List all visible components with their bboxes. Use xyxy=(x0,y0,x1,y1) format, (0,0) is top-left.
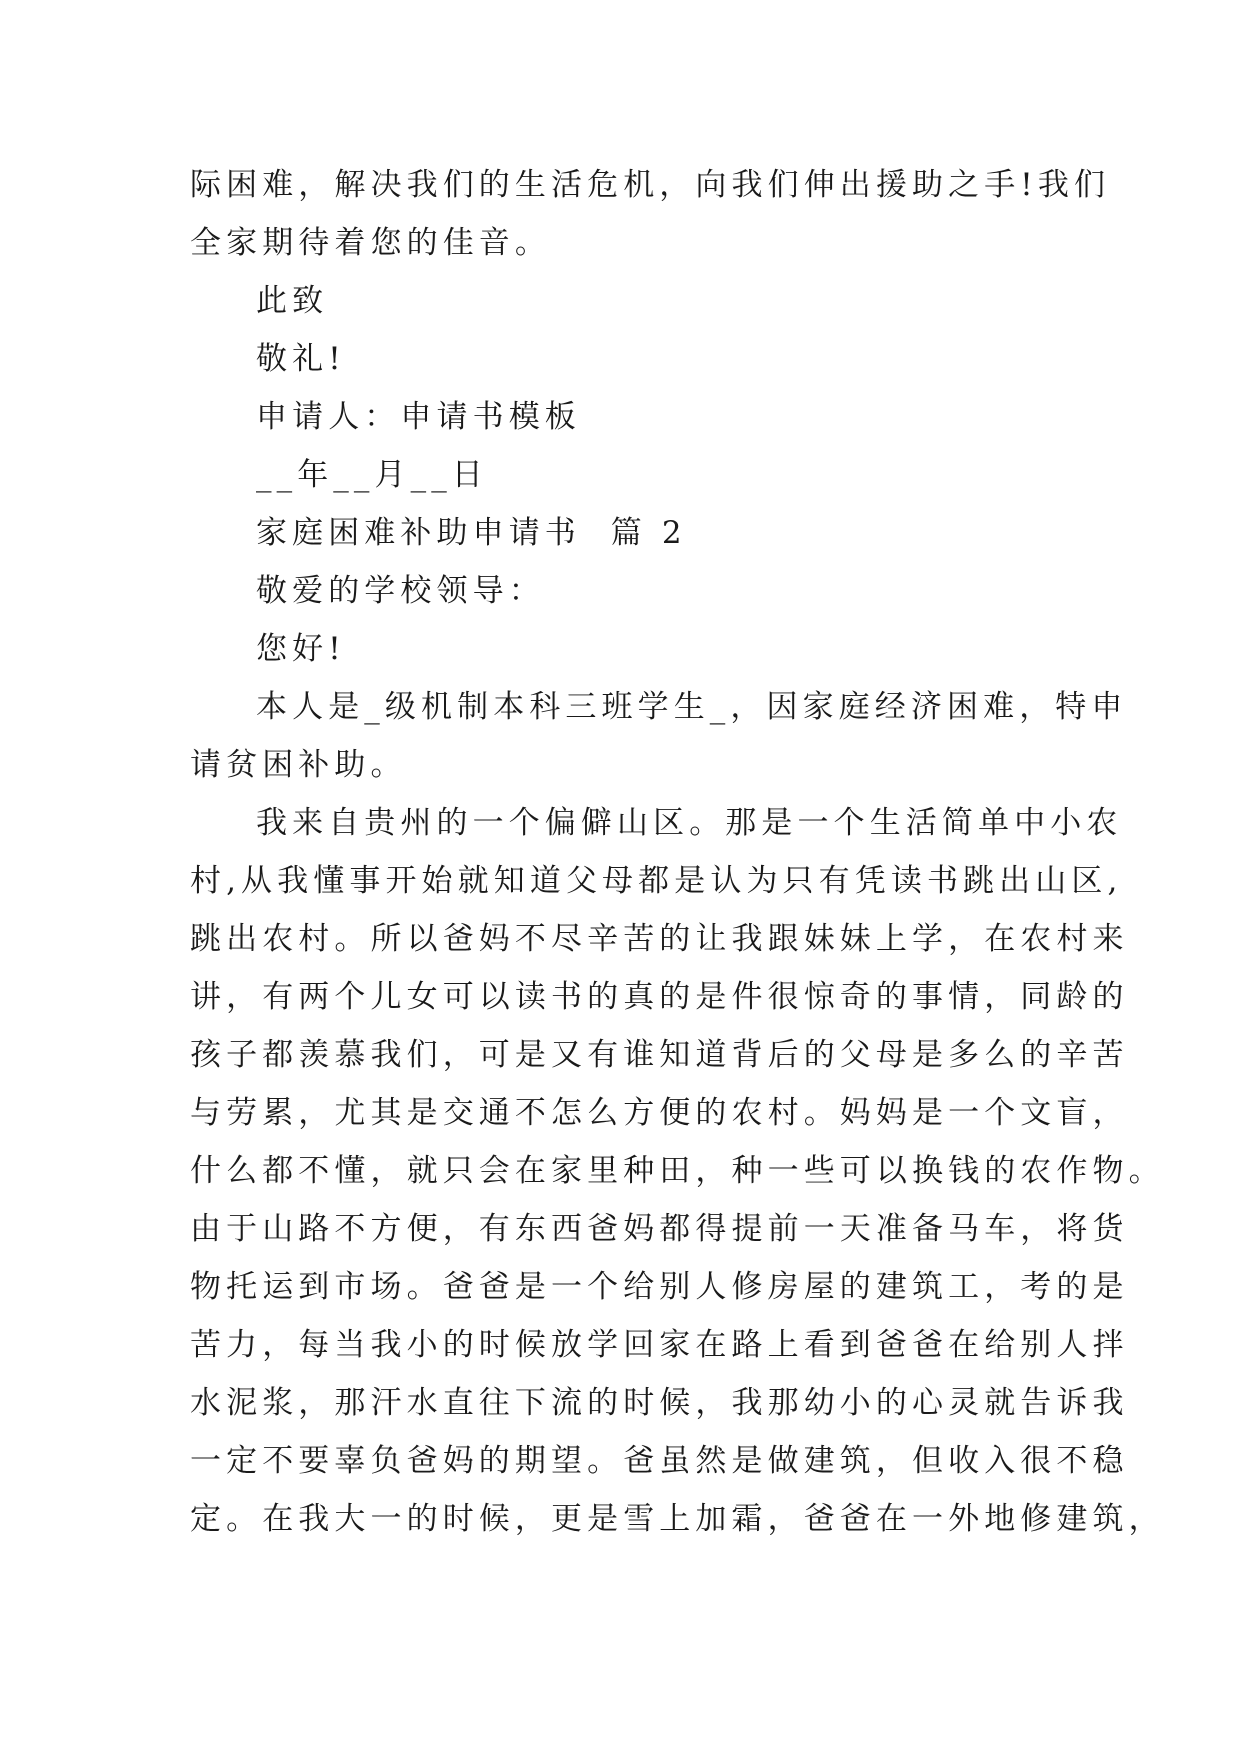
text-line: 一定不要辜负爸妈的期望。爸虽然是做建筑，但收入很不稳 xyxy=(190,1443,1129,1479)
paragraph xyxy=(190,446,1048,504)
text-line: 讲，有两个儿女可以读书的真的是件很惊奇的事情，同龄的 xyxy=(190,979,1129,1015)
paragraph xyxy=(190,272,1048,330)
text-line: __年__月__日 xyxy=(256,457,488,493)
paragraph xyxy=(190,794,1165,1548)
paragraph xyxy=(190,562,1048,620)
paragraph xyxy=(190,388,1048,446)
text-line: 孩子都羡慕我们，可是又有谁知道背后的父母是多么的辛苦 xyxy=(190,1037,1129,1073)
paragraph xyxy=(190,678,1128,794)
text-line: 跳出农村。所以爸妈不尽辛苦的让我跟妹妹上学，在农村来 xyxy=(190,921,1129,957)
paragraph xyxy=(190,330,1048,388)
text-line: 水泥浆，那汗水直往下流的时候，我那幼小的心灵就告诉我 xyxy=(190,1385,1129,1421)
document-body xyxy=(190,156,1165,1548)
paragraph xyxy=(190,620,1048,678)
text-line: 敬礼! xyxy=(256,341,346,377)
paragraph xyxy=(190,156,1111,272)
text-line: 敬爱的学校领导： xyxy=(256,573,545,609)
text-line: 此致 xyxy=(256,283,329,319)
text-line: 申请人：申请书模板 xyxy=(256,399,581,435)
text-line: 全家期待着您的佳音。 xyxy=(190,225,551,261)
text-line: 村,从我懂事开始就知道父母都是认为只有凭读书跳出山区, xyxy=(190,863,1123,899)
text-line: 物托运到市场。爸爸是一个给别人修房屋的建筑工，考的是 xyxy=(190,1269,1129,1305)
text-line: 苦力，每当我小的时候放学回家在路上看到爸爸在给别人拌 xyxy=(190,1327,1129,1363)
text-line: 本人是_级机制本科三班学生_，因家庭经济困难，特申 xyxy=(256,689,1128,725)
text-line: 我来自贵州的一个偏僻山区。那是一个生活简单中小农 xyxy=(256,805,1123,841)
text-line: 什么都不懂，就只会在家里种田，种一些可以换钱的农作物。 xyxy=(190,1153,1165,1189)
text-line: 与劳累，尤其是交通不怎么方便的农村。妈妈是一个文盲， xyxy=(190,1095,1129,1131)
text-line: 请贫困补助。 xyxy=(190,747,407,783)
text-line: 家庭困难补助申请书 篇 2 xyxy=(256,515,687,551)
text-line: 际困难，解决我们的生活危机，向我们伸出援助之手!我们 xyxy=(190,167,1111,203)
text-line: 定。在我大一的时候，更是雪上加霜，爸爸在一外地修建筑， xyxy=(190,1501,1165,1537)
text-line: 您好! xyxy=(256,631,346,667)
text-line: 由于山路不方便，有东西爸妈都得提前一天准备马车，将货 xyxy=(190,1211,1129,1247)
paragraph xyxy=(190,504,1048,562)
